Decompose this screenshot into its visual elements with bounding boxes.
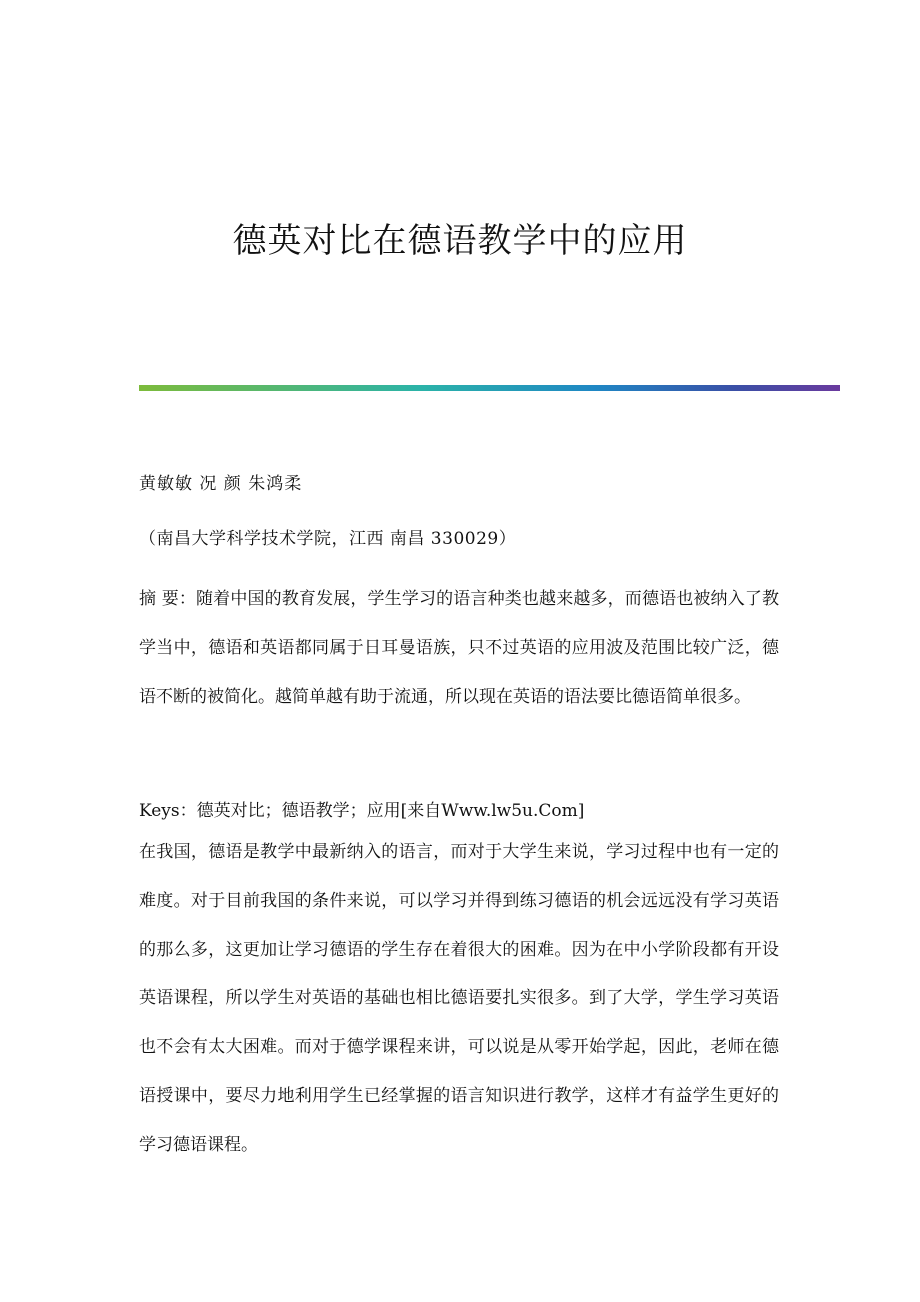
abstract-text: 随着中国的教育发展，学生学习的语言种类也越来越多，而德语也被纳入了教学当中，德语和英语都同属于日耳曼语族，只不过英语的应用波及范围比较广泛，德语不断的被简化。越简单越有助于流通，所以现在英语的语法要比德语简单很多。: [139, 589, 780, 707]
keywords: [139, 797, 584, 825]
affiliation: （南昌大学科学技术学院，江西 南昌 330029）: [139, 529, 517, 549]
body-paragraph: 在我国，德语是教学中最新纳入的语言，而对于大学生来说，学习过程中也有一定的难度。对于目前我国的条件来说，可以学习并得到练习德语的机会远远没有学习英语的那么多，这更加让学习德语的学生存在着很大的困难。因为在中小学阶段都有开设英语课程，所以学生对英语的基础也相比德语要扎实很多。到了大学，学生学习英语也不会有太大困难。而对于德学课程来讲，可以说是从零开始学起，因此，老师在德语授课中，要尽力地利用学生已经掌握的语言知识进行教学，这样才有益学生更好的学习德语课程。: [139, 842, 779, 1155]
document-title: 德英对比在德语教学中的应用: [232, 221, 688, 261]
abstract-label: 摘 要：: [139, 589, 197, 609]
keywords-label: Keys：: [139, 801, 197, 821]
keywords-text: 德英对比；德语教学；应用[来自Www.lw5u.Com]: [196, 801, 585, 821]
abstract: [139, 575, 779, 721]
authors: 黄敏敏 况 颜 朱鸿柔: [139, 474, 303, 494]
gradient-divider: [139, 385, 840, 391]
